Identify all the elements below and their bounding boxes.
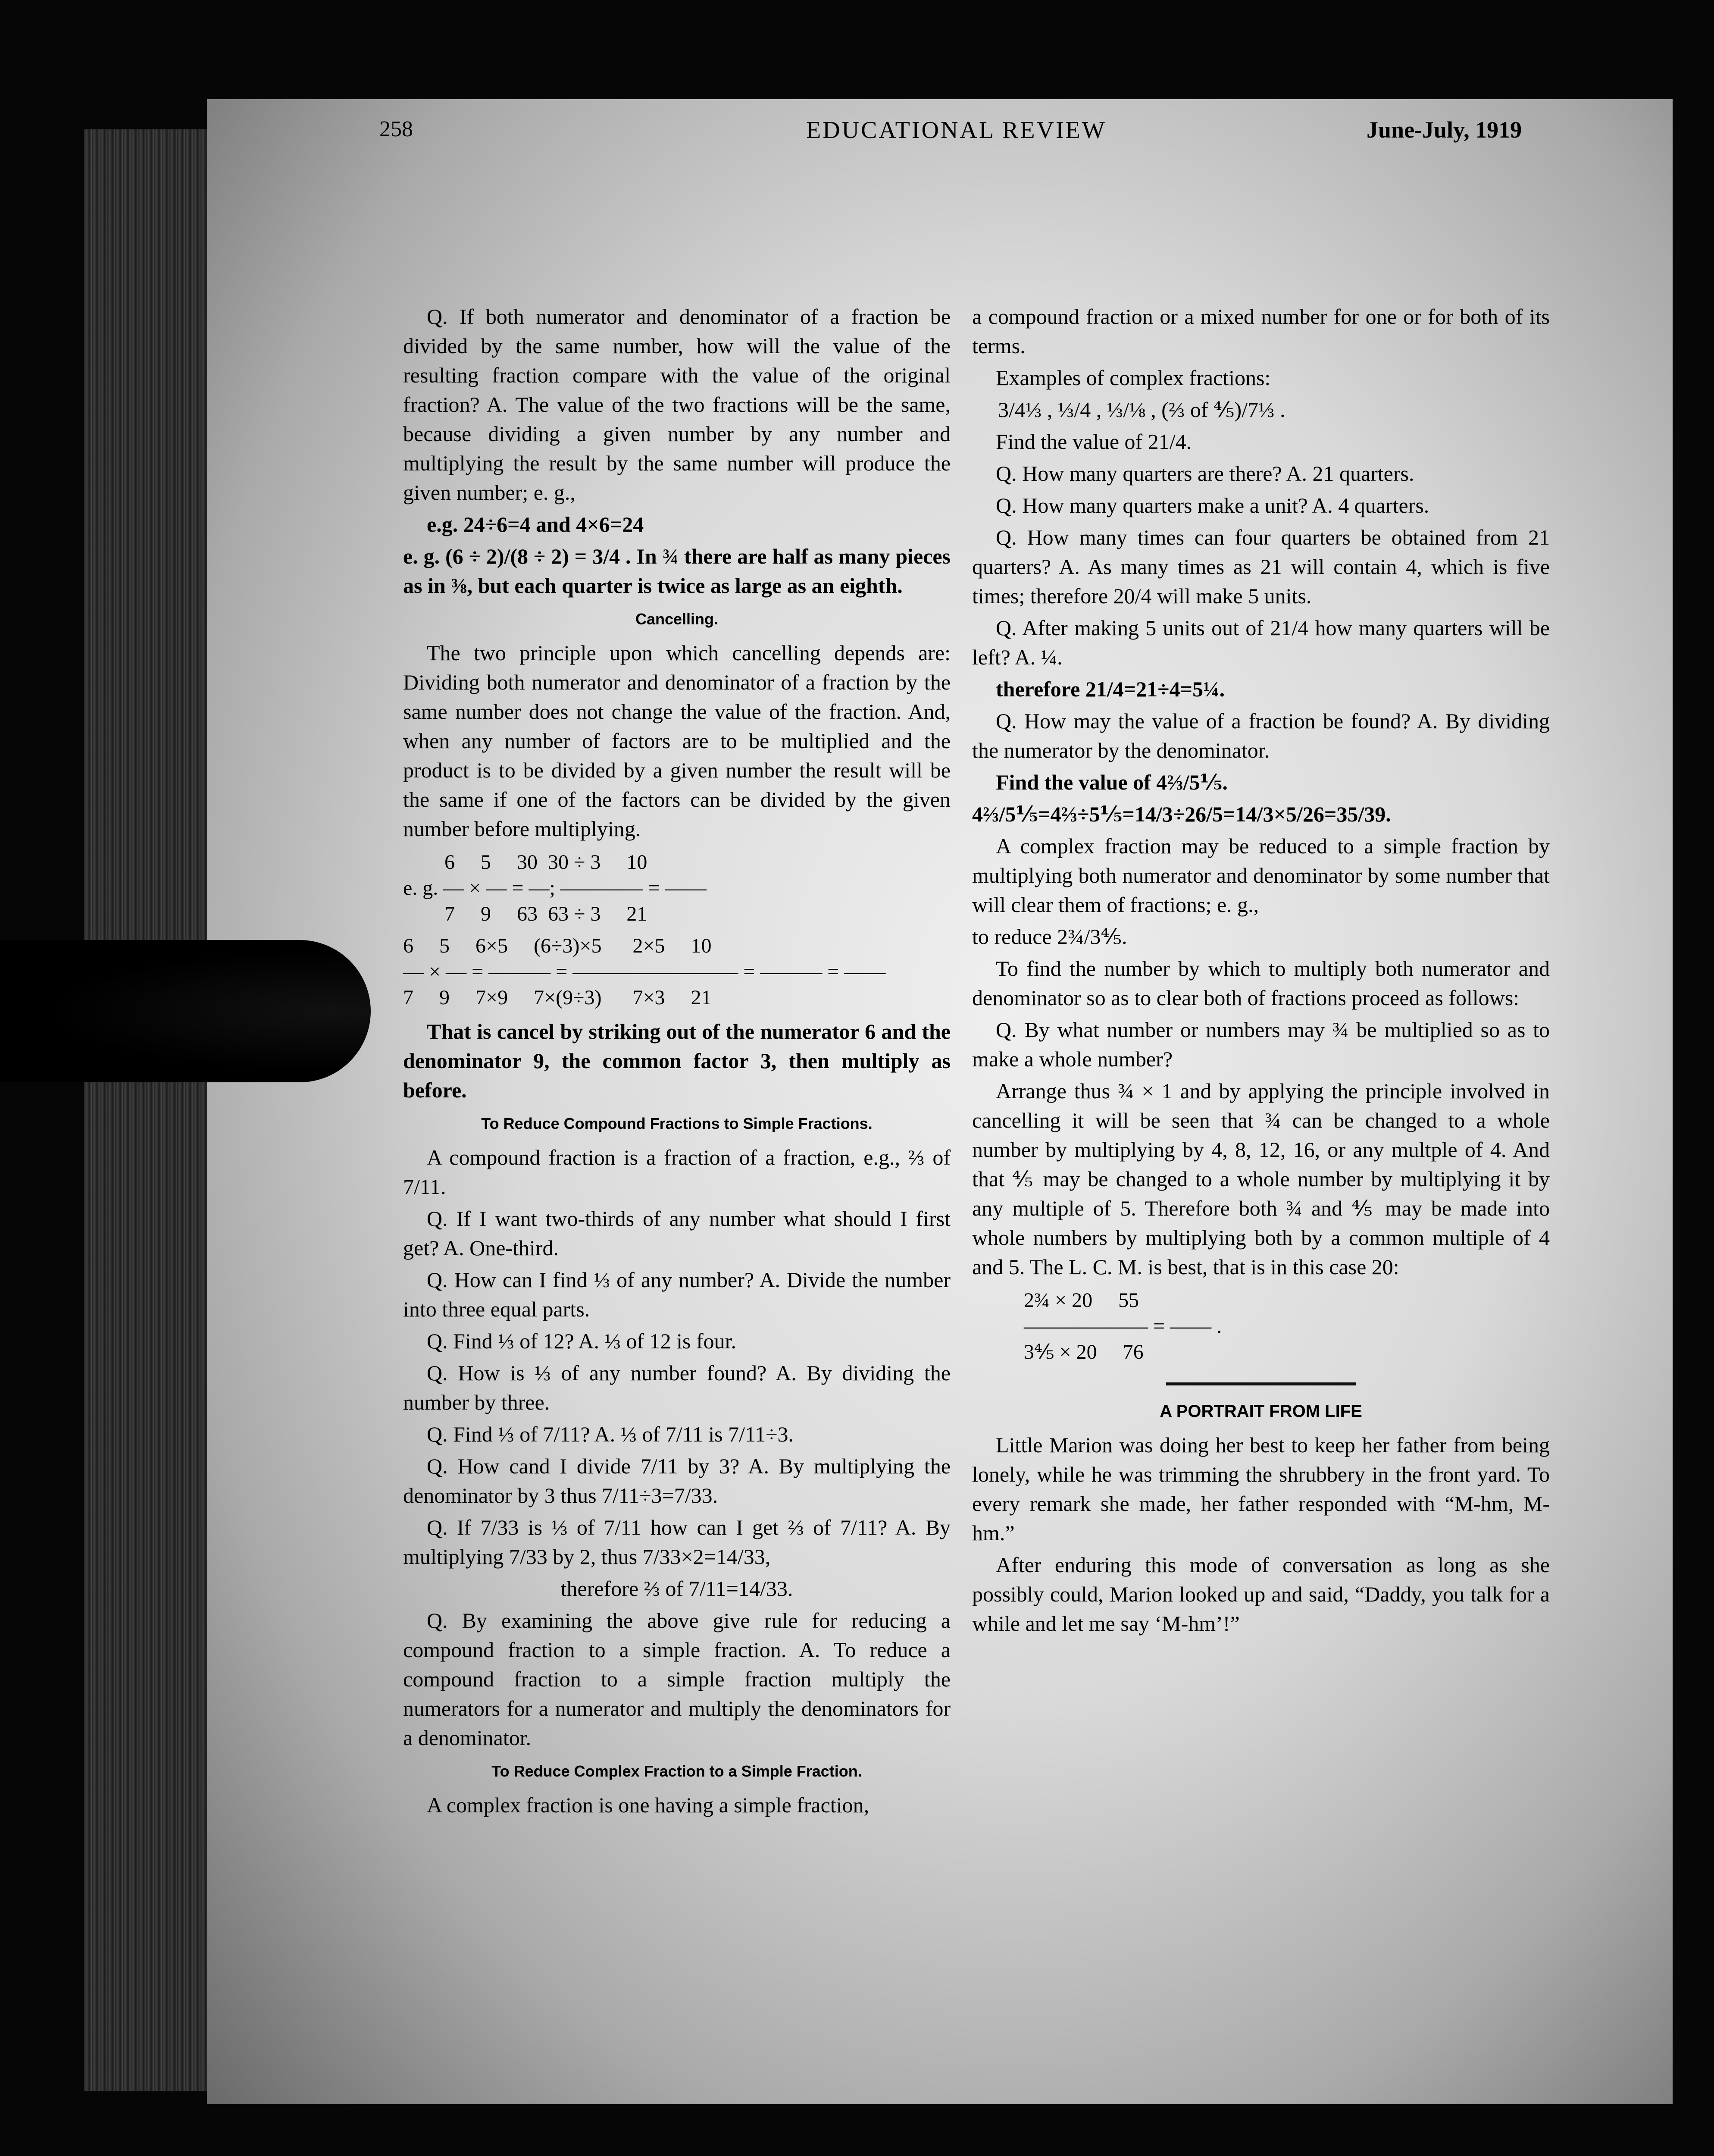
book-page-stack xyxy=(84,129,226,2091)
paragraph: A compound fraction is a fraction of a fraction, e.g., ⅔ of 7/11. xyxy=(403,1145,951,1199)
section-heading: To Reduce Complex Fraction to a Simple Fraction. xyxy=(491,1762,862,1780)
math-example xyxy=(403,933,951,1011)
paragraph: therefore 21/4=21÷4=5¼. xyxy=(996,677,1225,701)
paragraph: to reduce 2¾/3⅘. xyxy=(972,924,1127,949)
math-example xyxy=(1024,1288,1550,1365)
paragraph: Q. By what number or numbers may ¾ be multiplied so as to make a whole number? xyxy=(972,1018,1550,1071)
example-line: 3/4⅓ , ⅓/4 , ⅓/⅛ , (⅔ of ⅘)/7⅓ . xyxy=(998,398,1286,422)
math-row: — × — = ——— = ———————— = ——— = —— xyxy=(403,960,886,983)
math-row: —————— = —— . xyxy=(1024,1315,1222,1338)
section-heading: Cancelling. xyxy=(635,610,719,628)
math-row: e. g. — × — = —; ———— = —— xyxy=(403,877,707,899)
math-row: 7 9 7×9 7×(9÷3) 7×3 21 xyxy=(403,986,712,1009)
section-heading: To Reduce Compound Fractions to Simple Fractions. xyxy=(481,1115,873,1132)
paragraph: Find the value of 21/4. xyxy=(996,429,1192,454)
math-row: 7 9 63 63 ÷ 3 21 xyxy=(403,903,647,925)
paragraph: Find the value of 4⅔/5⅕. xyxy=(996,770,1228,794)
paragraph: Q. By examining the above give rule for reducing a compound fraction to a simple fraction. A. To reduce a compound fraction to a simple fraction multiply the numerators for a numerator and multiply the denominators for a denominator. xyxy=(403,1608,951,1750)
right-column xyxy=(972,302,1550,1641)
paragraph: Q. How many quarters make a unit? A. 4 quarters. xyxy=(996,493,1429,517)
paragraph: That is cancel by striking out of the numerator 6 and the denominator 9, the common factor 3, then multiply as before. xyxy=(403,1019,951,1102)
paragraph: Q. Find ⅓ of 12? A. ⅓ of 12 is four. xyxy=(427,1329,737,1353)
page-number: 258 xyxy=(379,117,413,141)
paragraph: Arrange thus ¾ × 1 and by applying the principle involved in cancelling it will be seen that ¾ can be changed to a whole number by multiplying by 4, 8, 12, 16, or any multple of 4. And that ⅘ may be changed to a whole number by multiplying it by any multiple of 5. Therefore both ¾ and ⅘ may be made into whole numbers by multiplying both by a common multiple of 4 and 5. The L. C. M. is best, that is in this case 20: xyxy=(972,1079,1550,1279)
paragraph: To find the number by which to multiply both numerator and denominator so as to clear both of fractions proceed as follows: xyxy=(972,956,1550,1010)
thumb-shadow xyxy=(0,940,371,1082)
paragraph: Q. Find ⅓ of 7/11? A. ⅓ of 7/11 is 7/11÷3. xyxy=(427,1422,794,1446)
paragraph: Q. How is ⅓ of any number found? A. By dividing the number by three. xyxy=(403,1361,951,1414)
example-line: e.g. 24÷6=4 and 4×6=24 xyxy=(427,512,644,536)
left-column xyxy=(403,302,951,1822)
paragraph: Q. After making 5 units out of 21/4 how many quarters will be left? A. ¼. xyxy=(972,616,1550,669)
paragraph: A complex fraction is one having a simple fraction, xyxy=(427,1793,870,1817)
paragraph: Q. If I want two-thirds of any number what should I first get? A. One-third. xyxy=(403,1206,951,1260)
example-line: 4⅔/5⅕=4⅔÷5⅕=14/3÷26/5=14/3×5/26=35/39. xyxy=(972,802,1391,826)
paragraph: Q. How many times can four quarters be obtained from 21 quarters? A. As many times as 21 will contain 4, which is five times; therefore 20/4 will make 5 units. xyxy=(972,525,1550,608)
paragraph: Q. How many quarters are there? A. 21 quarters. xyxy=(996,461,1414,486)
paragraph: A complex fraction may be reduced to a simple fraction by multiplying both numerator and denominator by some number that will clear them of fractions; e. g., xyxy=(972,834,1550,917)
paragraph: Q. If 7/33 is ⅓ of 7/11 how can I get ⅔ of 7/11? A. By multiplying 7/33 by 2, thus 7/33×2=14/33, xyxy=(403,1515,951,1569)
math-row: 3⅘ × 20 76 xyxy=(1024,1341,1144,1363)
paragraph: After enduring this mode of conversation as long as she possibly could, Marion looked up and said, “Daddy, you talk for a while and let me say ‘M-hm’!” xyxy=(972,1553,1550,1636)
paragraph: Q. If both numerator and denominator of a fraction be divided by the same number, how will the value of the resulting fraction compare with the value of the original fraction? A. The value of the two fractions will be the same, because dividing a given number by any number and multiplying the result by the same number will produce the given number; e. g., xyxy=(403,304,951,505)
paragraph: Q. How can I find ⅓ of any number? A. Divide the number into three equal parts. xyxy=(403,1268,951,1321)
paragraph: Q. How cand I divide 7/11 by 3? A. By multiplying the denominator by 3 thus 7/11÷3=7/33. xyxy=(403,1454,951,1507)
section-divider xyxy=(1166,1382,1356,1385)
paragraph: Q. How may the value of a fraction be found? A. By dividing the numerator by the denominator. xyxy=(972,709,1550,762)
math-row: 6 5 6×5 (6÷3)×5 2×5 10 xyxy=(403,934,712,957)
paragraph: Examples of complex fractions: xyxy=(996,366,1271,390)
math-row: 6 5 30 30 ÷ 3 10 xyxy=(403,851,647,874)
paragraph: therefore ⅔ of 7/11=14/33. xyxy=(560,1576,793,1601)
issue-date: June-July, 1919 xyxy=(1367,117,1522,143)
math-example xyxy=(403,849,951,927)
paragraph: a compound fraction or a mixed number for one or for both of its terms. xyxy=(972,304,1550,358)
section-heading: A PORTRAIT FROM LIFE xyxy=(1160,1402,1362,1421)
journal-title: EDUCATIONAL REVIEW xyxy=(806,117,1107,144)
paragraph: Little Marion was doing her best to keep her father from being lonely, while he was trimming the shrubbery in the front yard. To every remark she made, her father responded with “M-hm, M-hm.” xyxy=(972,1433,1550,1545)
math-row: 2¾ × 20 55 xyxy=(1024,1289,1139,1312)
paragraph: The two principle upon which cancelling depends are: Dividing both numerator and denominator of a fraction by the same number does not change the value of the fraction. And, when any number of factors are to be multiplied and the product is to be divided by a given number the result will be the same if one of the factors can be divided by the given number before multiplying. xyxy=(403,641,951,841)
example-line: e. g. (6 ÷ 2)/(8 ÷ 2) = 3/4 . In ¾ there are half as many pieces as in ⅜, but each quarter is twice as large as an eighth. xyxy=(403,544,951,598)
